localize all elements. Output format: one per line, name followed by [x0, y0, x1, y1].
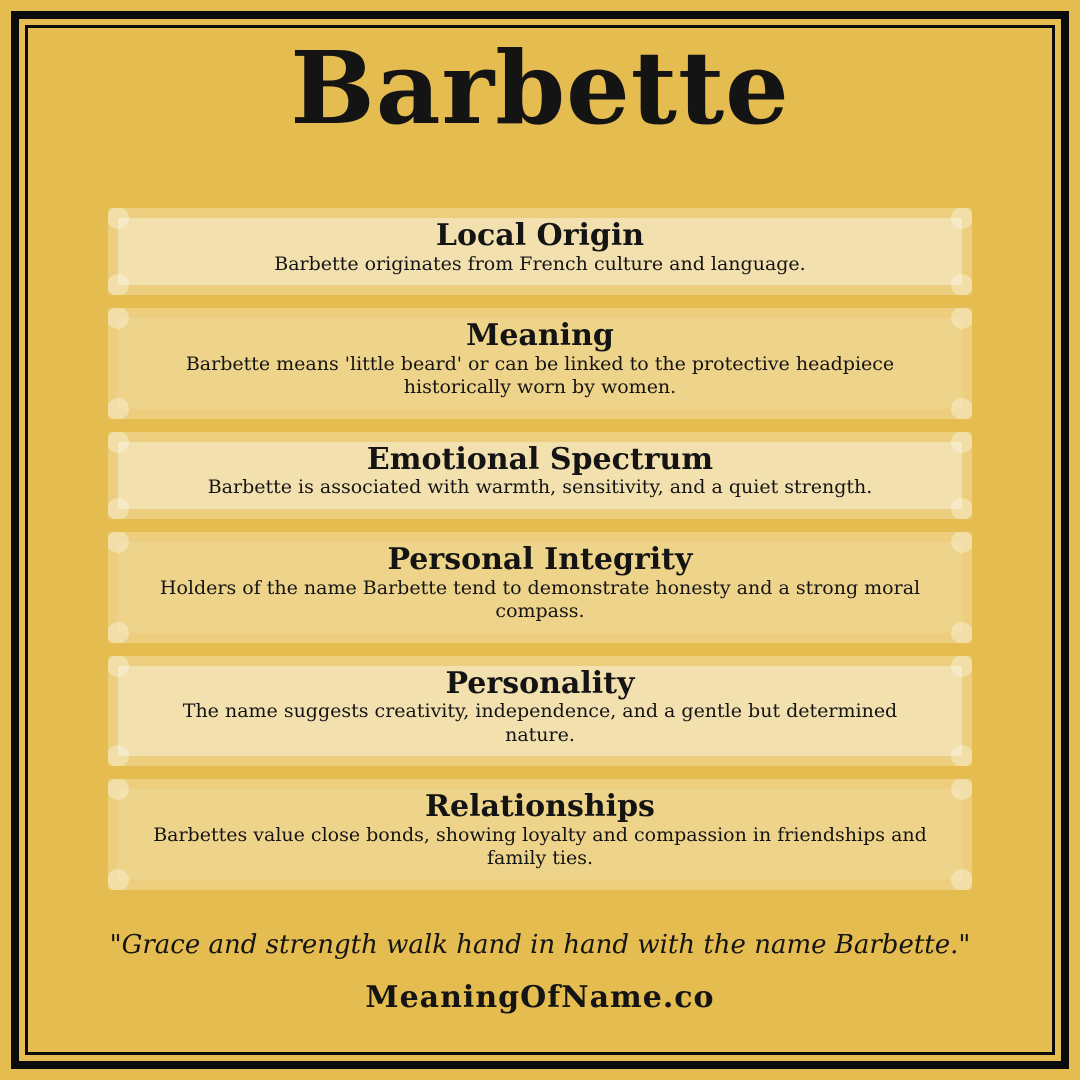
corner-rivet — [951, 308, 972, 329]
corner-rivet — [108, 869, 129, 890]
section-card — [108, 656, 972, 767]
section-text: The name suggests creativity, independence, and a gentle but determined nature. — [182, 700, 898, 746]
corner-rivet — [951, 869, 972, 890]
section-card-body — [118, 442, 962, 509]
corner-rivet — [951, 779, 972, 800]
section-card-body — [118, 218, 962, 285]
page-title: Barbette — [290, 29, 790, 147]
section-card-body — [118, 318, 962, 409]
corner-rivet — [951, 498, 972, 519]
section-card-body — [118, 666, 962, 757]
section-text: Barbette originates from French culture and language. — [274, 252, 806, 275]
corner-rivet — [951, 274, 972, 295]
corner-rivet — [108, 622, 129, 643]
section-text: Barbette means 'little beard' or can be linked to the protective headpiece historically worn by women. — [185, 352, 895, 399]
section-title: Personal Integrity — [387, 541, 693, 577]
section-card — [108, 208, 972, 295]
corner-rivet — [951, 532, 972, 553]
section-card — [108, 532, 972, 643]
section-text: Holders of the name Barbette tend to demonstrate honesty and a strong moral compass. — [159, 576, 921, 623]
section-card — [108, 308, 972, 419]
quote-text: "Grace and strength walk hand in hand with the name Barbette." — [109, 930, 971, 961]
corner-rivet — [951, 622, 972, 643]
section-text: Barbette is associated with warmth, sensitivity, and a quiet strength. — [207, 476, 873, 499]
content-area — [28, 28, 1052, 1052]
section-card — [108, 779, 972, 890]
corner-rivet — [951, 398, 972, 419]
section-title: Local Origin — [435, 218, 645, 253]
corner-rivet — [108, 498, 129, 519]
section-title: Meaning — [466, 318, 614, 354]
corner-rivet — [951, 656, 972, 677]
section-card-list — [108, 208, 972, 890]
section-title: Relationships — [425, 789, 655, 825]
corner-rivet — [108, 398, 129, 419]
section-text: Barbettes value close bonds, showing loyalty and compassion in friendships and family ties. — [153, 823, 927, 870]
section-title: Emotional Spectrum — [366, 441, 714, 477]
section-title: Personality — [445, 665, 635, 701]
corner-rivet — [108, 745, 129, 766]
footer — [110, 929, 971, 1052]
brand-name: MeaningOfName.co — [365, 980, 715, 1015]
section-card-body — [118, 789, 962, 880]
corner-rivet — [951, 745, 972, 766]
section-card-body — [118, 542, 962, 633]
corner-rivet — [951, 208, 972, 229]
corner-rivet — [951, 432, 972, 453]
section-card — [108, 432, 972, 519]
corner-rivet — [108, 274, 129, 295]
